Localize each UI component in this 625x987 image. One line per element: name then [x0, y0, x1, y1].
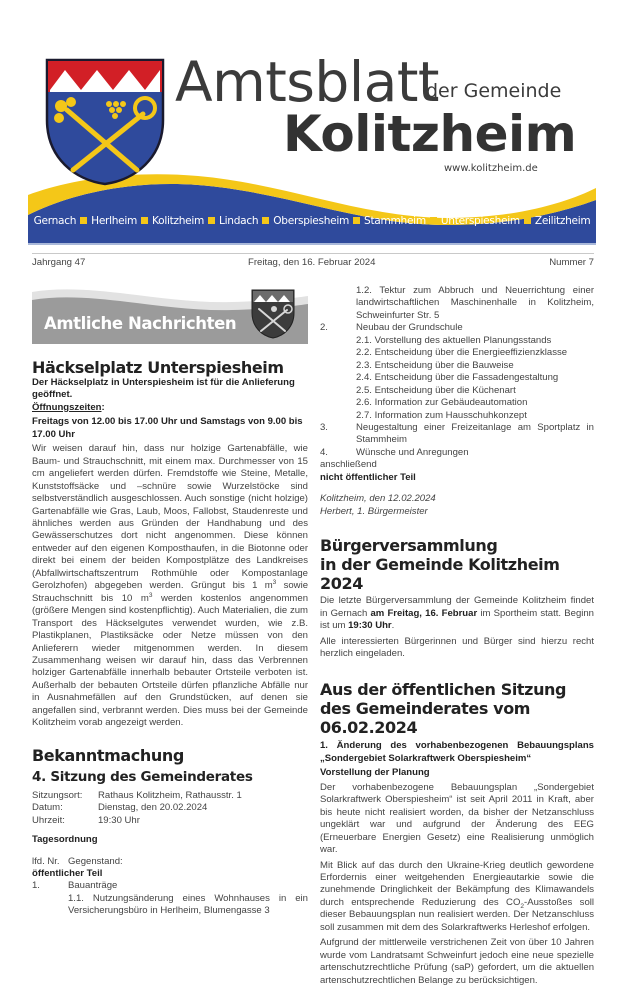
article-heading: [320, 680, 594, 737]
masthead-title: Amtsblatt: [175, 50, 439, 114]
subscript: 2: [520, 902, 525, 910]
village-name: Stammheim: [364, 215, 426, 227]
agenda-title: Tagesordnung: [32, 834, 98, 846]
hours-label: Öffnungszeiten: [32, 401, 102, 413]
nonpublic-part-label: nicht öffentlicher Teil: [320, 471, 416, 483]
divider: [32, 253, 594, 254]
section-banner: [32, 284, 308, 344]
agenda-item-number: 4.: [320, 446, 328, 458]
separator-square-icon: [141, 217, 148, 224]
superscript: 3: [148, 591, 153, 599]
article-subheading: Vorstellung der Planung: [320, 767, 430, 779]
heading-line: des Gemeinderates vom 06.02.2024: [320, 699, 531, 738]
heading-line: Bürgerversammlung: [320, 536, 498, 556]
agenda-header: [32, 856, 308, 868]
banner-title: Amtliche Nachrichten: [44, 314, 237, 333]
superscript: 3: [272, 579, 277, 587]
detail-label: Datum:: [32, 802, 63, 814]
body-text: Wir weisen darauf hin, dass nur holzige Gartenabfälle, wie Baum- und Strauchschnitt, mit einem max. Durchmesser von 15 cm angeliefert werden dürfen. Fremdstoffe wie Steine, Metalle, Kunststoffsäcke und –schnüre sowie Wurzelstöcke sind selbstverständlich ausgeschlossen. Auch sonstige (nicht holzige) Gartenabfälle wie Gras, Laub, Moos, Fallobst, Staudenreste und ähnliches werden aus Gründen der Handhabung und des Gewässerschutzes dort nicht angenommen. Diese können entweder auf den eigenen Komposthaufen, in die Biotonne oder direkt bei einem der beiden Kompostplätze des Landkreises (Abfallwirtschaftszentrum Rothmühle oder Kompostanlage Gerolzhofen) abgegeben werden. Grüngut bis 1 m: [32, 443, 308, 592]
agenda-subitem: 2.3. Entscheidung über die Bauweise: [356, 359, 514, 371]
agenda-item-title: Neugestaltung einer Freizeitanlage am Sportplatz in Stammheim: [356, 421, 594, 446]
agenda-item: [320, 322, 594, 334]
agenda-subitem: 2.5. Entscheidung über die Küchenart: [356, 384, 516, 396]
agenda-item-title: Bauanträge: [68, 880, 118, 892]
separator-square-icon: [353, 217, 360, 224]
agenda-subitem: 1.2. Tektur zum Abbruch und Neuerrichtung einer landwirtschaftlichen Maschinenhalle in Kolitzheim, Schweinfurter Str. 5: [356, 285, 594, 321]
agenda-item: [320, 422, 594, 447]
masthead-subtitle: der Gemeinde: [426, 80, 562, 102]
hours-label-line: [32, 402, 308, 414]
agenda-col-number: lfd. Nr.: [32, 855, 60, 867]
article-heading: [320, 536, 594, 593]
agenda-subitem: 2.1. Vorstellung des aktuellen Planungsstands: [356, 334, 552, 346]
masthead: [28, 0, 596, 248]
signature-name: Herbert, 1. Bürgermeister: [320, 505, 428, 517]
article-body: [320, 595, 594, 632]
heading-line: in der Gemeinde Kolitzheim 2024: [320, 555, 560, 594]
hours-label-colon: :: [101, 401, 105, 413]
detail-label: Sitzungsort:: [32, 789, 83, 801]
meeting-detail: [32, 790, 308, 802]
village-name: Zeilitzheim: [534, 215, 591, 227]
issue-date: Freitag, den 16. Februar 2024: [248, 257, 376, 268]
article-lead: Der Häckselplatz in Unterspiesheim ist für die Anlieferung geöffnet.: [32, 377, 295, 401]
detail-label: Uhrzeit:: [32, 814, 65, 826]
left-column: [32, 284, 308, 918]
issue-number: Nummer 7: [549, 257, 594, 268]
body-text: im Sportheim statt. Beginn ist um: [320, 607, 594, 632]
section-subheading: 4. Sitzung des Gemeinderates: [32, 768, 253, 785]
agenda-subitem: 2.4. Entscheidung über die Fassadengestaltung: [356, 372, 559, 384]
article-body: [32, 443, 308, 729]
coat-of-arms-logo: [45, 58, 165, 186]
separator-square-icon: [430, 217, 437, 224]
agenda-subitem: 2.7. Information zum Hausschuhkonzept: [356, 409, 527, 421]
section-heading: Bekanntmachung: [32, 745, 184, 765]
village-name: Gernach: [33, 215, 77, 227]
agenda-subitem: 2.2. Entscheidung über die Energieeffizienzklasse: [356, 347, 568, 359]
agenda-item-title: Neubau der Grundschule: [356, 322, 463, 334]
village-name: Herlheim: [91, 215, 138, 227]
coat-of-arms-grayscale-icon: [251, 289, 295, 339]
issue-info-bar: [32, 257, 594, 273]
article-heading: Häckselplatz Unterspiesheim: [32, 358, 284, 377]
masthead-town-name: Kolitzheim: [283, 105, 577, 163]
body-text: Die letzte Bürgerversammlung der Gemeinde Kolitzheim findet in Gernach: [320, 595, 594, 619]
agenda-item-heading: 1. Änderung des vorhabenbezogenen Bebauungsplans „Sondergebiet Solarkraftwerk Oberspiesheim“: [320, 740, 594, 764]
agenda-col-subject: Gegenstand:: [68, 855, 123, 867]
village-name: Unterspiesheim: [440, 215, 520, 227]
body-text: Mit Blick auf das durch den Ukraine-Krieg deutlich gewordene Erfordernis einer weitgehenden Energieautarkie sowie die zunehmende Dringlichkeit der Bekämpfung des Klimawandels durch entsprechende Reduzierung des CO: [320, 859, 594, 908]
agenda-item-number: 2.: [320, 322, 328, 334]
village-name: Oberspiesheim: [273, 215, 350, 227]
agenda-item: [32, 880, 308, 892]
meeting-detail: [32, 815, 308, 827]
detail-value: Dienstag, den 20.02.2024: [98, 802, 208, 814]
agenda-item: [320, 447, 594, 459]
body-text: .: [391, 620, 395, 632]
website-link[interactable]: www.kolitzheim.de: [444, 163, 538, 174]
body-text: sowie Strauchschnitt bis 10 m: [32, 580, 308, 604]
village-name: Lindach: [219, 215, 259, 227]
separator-square-icon: [208, 217, 215, 224]
opening-hours: Freitags von 12.00 bis 17.00 Uhr und Samstags von 9.00 bis 17.00 Uhr: [32, 416, 303, 440]
detail-value: Rathaus Kolitzheim, Rathausstr. 1: [98, 789, 242, 801]
separator-square-icon: [80, 217, 87, 224]
highlight-time: 19:30 Uhr: [348, 620, 392, 632]
agenda-item-number: 1.: [32, 880, 40, 892]
after-label: anschließend: [320, 459, 377, 471]
signature-place-date: Kolitzheim, den 12.02.2024: [320, 493, 436, 505]
article-body: Der vorhabenbezogene Bebauungsplan „Sondergebiet Solarkraftwerk Oberspiesheim“ ist seit April 2011 in Kraft, aber bis heute nicht realisiert worden, da bisher der Netzanschluss ungeklärt war und aufgrund der Änderung des EEG (Erneuerbare Energien Gesetz) eine Realisierung unmöglich war.: [320, 781, 594, 856]
meeting-detail: [32, 802, 308, 814]
agenda-subitem: 1.1. Nutzungsänderung eines Wohnhauses in ein Versicherungsbüro in Herlheim, Blumengasse 3: [68, 892, 308, 917]
heading-line: Aus der öffentlichen Sitzung: [320, 680, 567, 700]
article-body: Alle interessierten Bürgerinnen und Bürger sind hierzu recht herzlich eingeladen.: [320, 635, 594, 659]
separator-square-icon: [262, 217, 269, 224]
detail-value: 19:30 Uhr: [98, 814, 140, 826]
village-name: Kolitzheim: [152, 215, 205, 227]
article-body: Aufgrund der mittlerweile verstrichenen Zeit von über 10 Jahren wurde vom Landratsamt Schweinfurt jedoch eine neue spezielle artenschutzrechtliche Prüfung (saP) gefordert, um die aktuellen artenschutzrechtlichen Belange zu berücksichtigen.: [320, 937, 594, 986]
highlight-date: am Freitag, 16. Februar: [370, 607, 478, 619]
agenda-item-number: 3.: [320, 421, 328, 433]
agenda-subitem: 2.6. Information zur Gebäudeautomation: [356, 397, 528, 409]
public-part-label: öffentlicher Teil: [32, 867, 103, 879]
village-list: [28, 215, 596, 227]
right-column: [320, 285, 594, 987]
body-text: werden kostenlos angenommen (größere Mengen sind kostenpflichtig). Auch Materialien, die zum Transport des Häckselgutes verwendet wurden, wie z.B. Plastikplanen, Plastiksäcke oder Netze müssen von den Anlieferern wieder mitgenommen werden. In diesem Zusammenhang weisen wir darauf hin, dass das Verbrennen holziger Gartenabfälle innerhalb bebauter Ortsteile verboten ist. Außerhalb der bebauten Ortsteile dürfen pflanzliche Abfälle nur in Ausnahmefällen auf den Grundstücken, auf denen sie angefallen sind, verbrannt werden. Dies muss bei der Gemeinde Kolitzheim vorab angezeigt werden.: [32, 592, 308, 729]
agenda-item-title: Wünsche und Anregungen: [356, 446, 469, 458]
issue-volume: Jahrgang 47: [32, 257, 86, 268]
body-text: -Ausstoßes soll dieser Bebauungsplan nun realisiert werden. Der Netzanschluss soll zusammen mit dem des Solarkraftwerks Herleshof erfolgen.: [320, 896, 594, 933]
separator-square-icon: [524, 217, 531, 224]
